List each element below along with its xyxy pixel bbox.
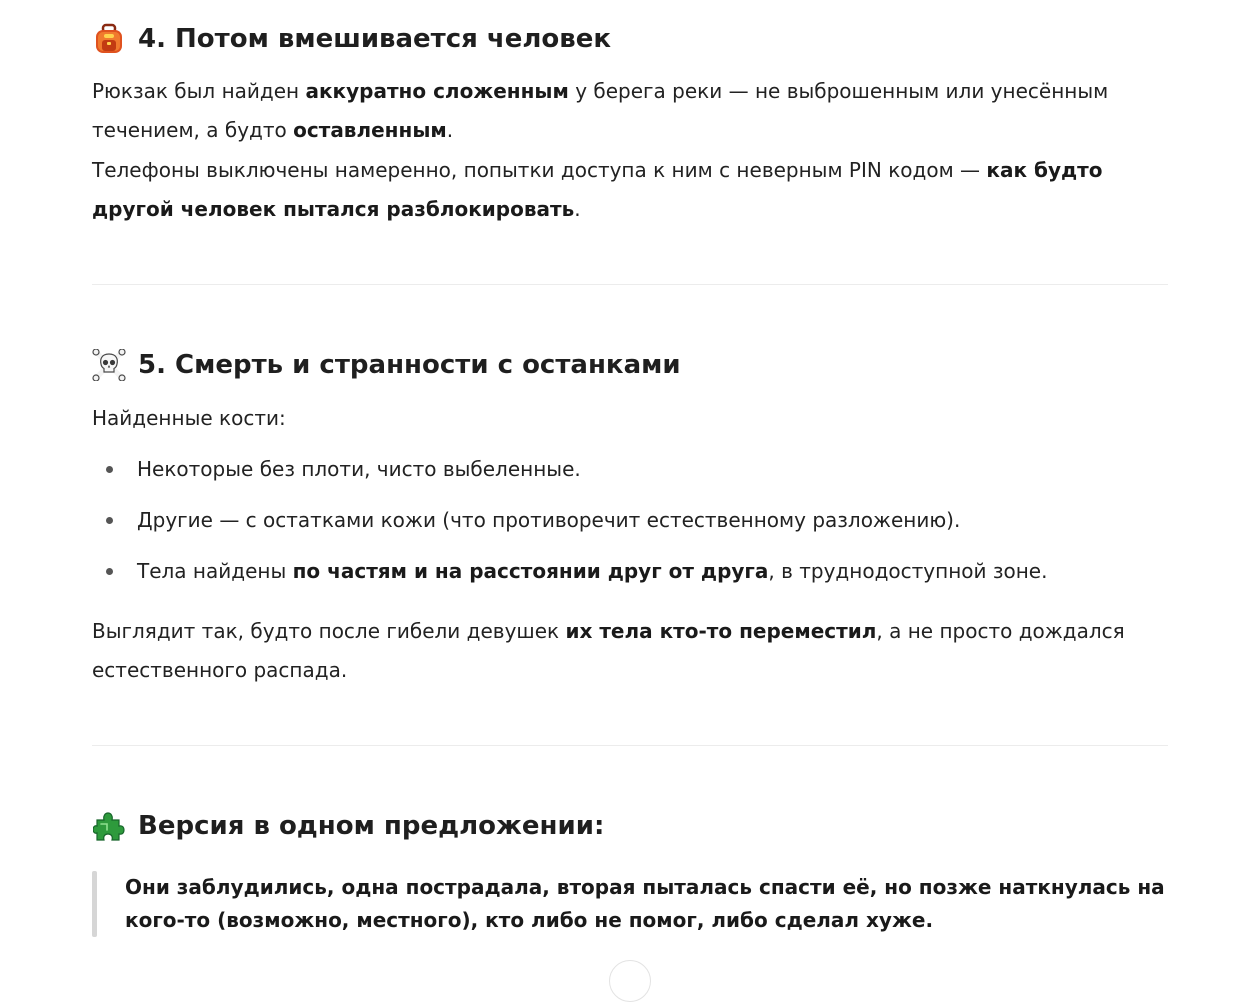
section-divider — [92, 284, 1168, 285]
section-divider — [92, 745, 1168, 746]
paragraph-bodies-moved: Выглядит так, будто после гибели девушек их тела кто-то переместил, а не просто дождался естественного распада. — [92, 619, 1125, 682]
paragraph-phones: Телефоны выключены намеренно, попытки доступа к ним с неверным PIN кодом — как будто другой человек пытался разблокировать. — [92, 158, 1103, 221]
skull-crossbones-icon — [92, 349, 126, 381]
paragraph-bones-intro: Найденные кости: — [92, 406, 286, 430]
quote-text: Они заблудились, одна пострадала, вторая пыталась спасти её, но позже наткнулась на кого-то (возможно, местного), кто либо не помог, либо сделал хуже. — [125, 875, 1165, 932]
list-item: Другие — с остатками кожи (что противоречит естественному разложению). — [92, 506, 1168, 557]
list-item: Некоторые без плоти, чисто выбеленные. — [92, 455, 1168, 506]
summary-title: Версия в одном предложении: — [138, 811, 605, 841]
bullet-dot — [106, 517, 113, 524]
bullet-dot — [106, 568, 113, 575]
bones-list — [92, 455, 1168, 608]
bullet-dot — [106, 466, 113, 473]
section-heading-5 — [92, 349, 681, 381]
puzzle-piece-icon — [92, 810, 126, 842]
paragraph-backpack: Рюкзак был найден аккуратно сложенным у берега реки — не выброшенным или унесённым течением, а будто оставленным. — [92, 79, 1109, 142]
section-title: 4. Потом вмешивается человек — [138, 24, 612, 54]
quote-bar — [92, 871, 97, 937]
scroll-to-bottom-button[interactable] — [609, 960, 651, 1002]
summary-quote — [92, 871, 1168, 937]
section-heading-4 — [92, 23, 611, 55]
summary-heading — [92, 810, 604, 842]
list-item: Тела найдены по частям и на расстоянии друг от друга, в труднодоступной зоне. — [92, 557, 1168, 608]
backpack-icon — [92, 23, 126, 55]
section-title: 5. Смерть и странности с останками — [138, 350, 681, 380]
